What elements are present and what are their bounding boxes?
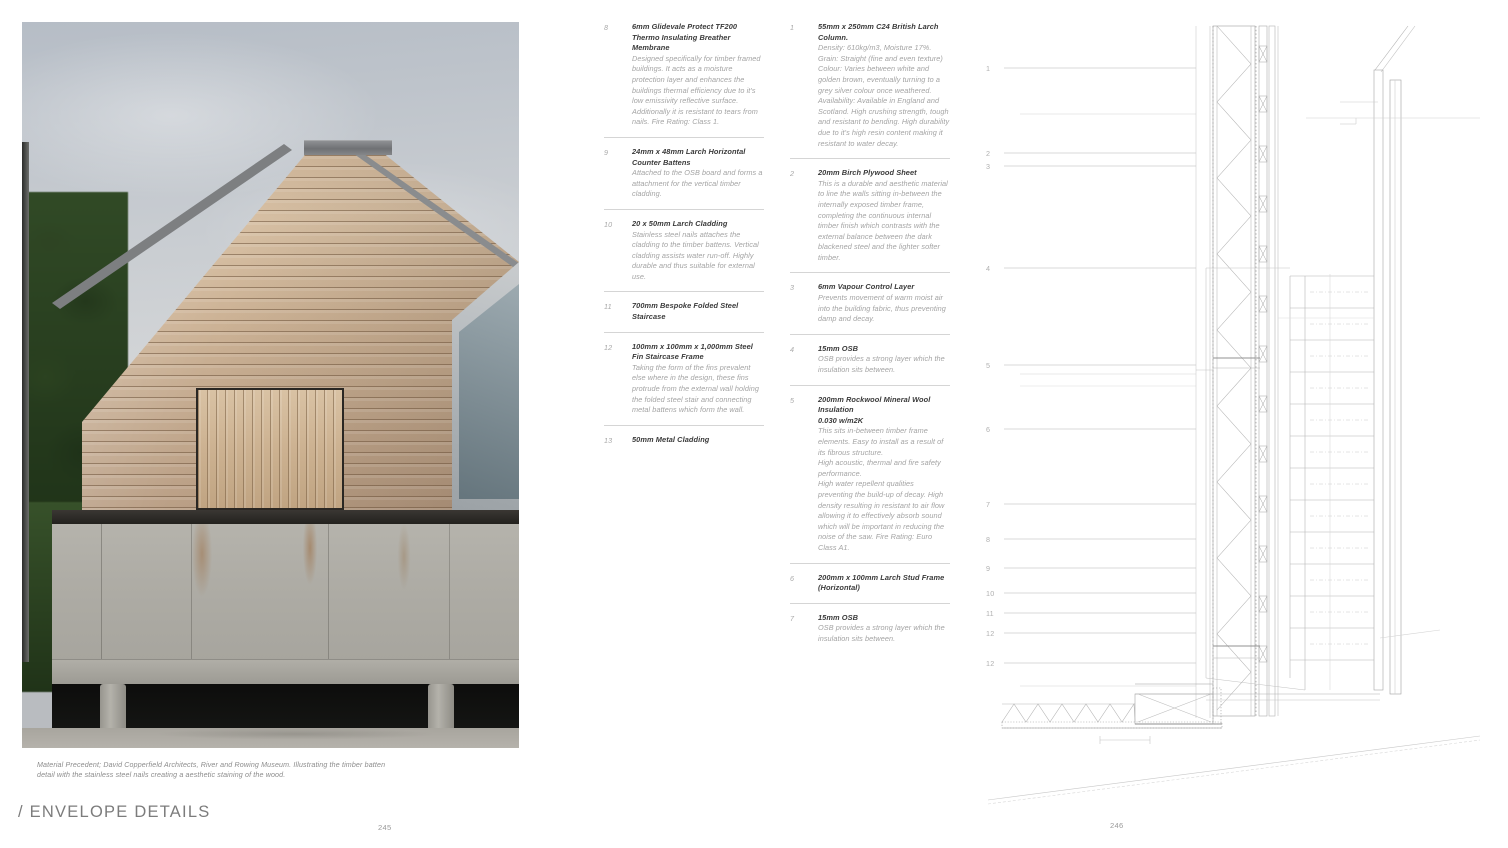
spec-item <box>790 22 950 159</box>
spec-item-title: 100mm x 100mm x 1,000mm Steel Fin Staircase Frame <box>632 341 753 362</box>
spec-item-title: 20mm Birch Plywood Sheet <box>818 168 917 178</box>
spec-item <box>604 342 764 426</box>
spec-item-title: 6mm Vapour Control Layer <box>818 282 915 292</box>
spec-item-number: 7 <box>790 613 795 623</box>
piloti-column <box>100 684 126 728</box>
timber-shutter-panel <box>196 388 344 510</box>
spec-item-body <box>632 22 764 128</box>
spec-item-description <box>818 293 950 325</box>
drawing-leader-number: 11 <box>986 609 994 618</box>
spec-column-a <box>604 22 764 463</box>
zinc-ridge-cap <box>304 140 392 155</box>
spec-item-body <box>818 344 950 376</box>
drawing-leader-number: 3 <box>986 162 991 171</box>
spec-item <box>604 301 764 332</box>
spec-item-number: 4 <box>790 344 795 354</box>
section-title: / ENVELOPE DETAILS <box>18 803 211 821</box>
spec-item-title: 200mm Rockwool Mineral Wool Insulation <box>818 394 931 415</box>
drawing-leader-number: 4 <box>986 264 991 273</box>
folio-right: 246 <box>1110 821 1124 830</box>
drawing-leader-number: 7 <box>986 500 991 509</box>
drawing-leader-number: 1 <box>986 64 991 73</box>
spec-item-title: 55mm x 250mm C24 British Larch Column. <box>818 22 939 42</box>
drawing-leader-number: 9 <box>986 564 991 573</box>
dark-fascia-band <box>52 510 519 524</box>
drawing-leader-number: 10 <box>986 589 995 598</box>
spec-item-body <box>818 168 950 263</box>
folio-left: 245 <box>378 823 392 832</box>
spec-item-number: 11 <box>604 302 612 312</box>
spec-item-title: 200mm x 100mm Larch Stud Frame (Horizontal) <box>818 572 945 593</box>
spec-description-paragraph: Stainless steel nails attaches the cladding to the timber battens. Vertical cladding assists water run-off. Highly durable and thus suitable for external use. <box>632 229 759 281</box>
drawing-leader-number: 12 <box>986 629 995 638</box>
spec-item <box>604 22 764 138</box>
spec-item <box>790 573 950 604</box>
spec-description-paragraph: Prevents movement of warm moist air into the building fabric, thus preventing damp and decay. <box>818 293 946 324</box>
photo-caption: Material Precedent; David Copperfield Architects, River and Rowing Museum. Illustrating the timber batten detail with the stainless steel nails creating a aesthetic staining of the wood. <box>37 761 386 780</box>
spec-item-number: 13 <box>604 435 613 445</box>
spec-item-body <box>632 147 764 200</box>
spec-item-body <box>632 342 764 416</box>
drawing-leader-number: 12 <box>986 659 995 668</box>
spec-item <box>790 168 950 273</box>
spec-item <box>790 395 950 564</box>
spec-description-paragraph: High acoustic, thermal and fire safety performance. <box>818 458 941 478</box>
spec-description-paragraph: Attached to the OSB board and forms a attachment for the vertical timber cladding. <box>632 168 763 199</box>
spec-description-paragraph: This is a durable and aesthetic material to line the walls sitting in-between the internally exposed timber frame, completing the continuous internal timber finish which contrasts with the external balance between the dark blackened steel and the lighter softer timber. <box>818 178 948 262</box>
spec-item <box>604 219 764 293</box>
spec-item-number: 9 <box>604 147 609 157</box>
photograph <box>22 22 519 748</box>
spec-item-title: 20 x 50mm Larch Cladding <box>632 218 728 228</box>
spec-item-description <box>818 623 950 644</box>
spec-item-title: 6mm Glidevale Protect TF200 Thermo Insulating Breather Membrane <box>632 22 738 53</box>
spec-description-paragraph: This sits in-between timber frame elements. Easy to install as a result of its fibrous structure. <box>818 426 944 457</box>
spec-item-title: 50mm Metal Cladding <box>632 434 710 444</box>
drawing-leader-number: 5 <box>986 361 991 370</box>
spec-item-number: 6 <box>790 573 795 583</box>
spec-item-number: 12 <box>604 342 613 352</box>
spec-item-description <box>818 179 950 264</box>
ground-plane <box>22 728 519 748</box>
spec-description-paragraph: OSB provides a strong layer which the insulation sits between. <box>818 354 945 375</box>
concrete-plinth <box>52 659 519 684</box>
drawing-leader-number: 6 <box>986 425 991 434</box>
spec-item-body <box>632 219 764 283</box>
spec-description-paragraph: Taking the form of the fins prevalent else where in the design, these fins protrude from the external wall holding the folded steel stair and connecting metal battens which form the wall. <box>632 362 759 415</box>
spec-item-description <box>818 43 950 149</box>
drawing-leader-number: 2 <box>986 149 991 158</box>
spec-item-description <box>818 426 950 553</box>
spec-item-subtitle: 0.030 w/m2K <box>818 415 864 425</box>
spec-description-paragraph: OSB provides a strong layer which the insulation sits between. <box>818 623 945 643</box>
spec-item-number: 3 <box>790 283 795 293</box>
spec-description-paragraph: Designed specifically for timber framed buildings. It acts as a moisture protection layer and enhances the buildings thermal efficiency due to it's low emissivity reflective surface. Additionally it is resistant to tears from nails. Fire Rating: Class 1. <box>632 53 761 127</box>
spec-item-description <box>632 363 764 416</box>
spec-description-paragraph: Availability: Available in England and Scotland. High crushing strength, tough and resistant to bending. High durability due to it's high resin content making it resistant to water decay. <box>818 96 950 148</box>
piloti-column <box>428 684 454 728</box>
spec-item-description <box>818 354 950 375</box>
spec-item-body <box>818 282 950 324</box>
wall-section-drawing <box>960 18 1490 818</box>
spec-item-number: 1 <box>790 23 795 32</box>
spec-item <box>790 282 950 334</box>
spec-item-title: 24mm x 48mm Larch Horizontal Counter Battens <box>632 146 746 167</box>
spec-item-description <box>632 230 764 283</box>
spec-item-description <box>632 54 764 128</box>
drawing-leader-number: 8 <box>986 535 991 544</box>
spec-item-body <box>818 613 950 645</box>
spec-item-title: 700mm Bespoke Folded Steel Staircase <box>632 301 739 322</box>
spec-item-body <box>818 573 950 594</box>
photo-image <box>22 22 519 748</box>
spec-item <box>604 435 764 455</box>
spec-description-paragraph: High water repellent qualities preventing the build-up of decay. High density resulting in resistant to air flow allowing it to effectively absorb sound which will be important in reducing the noise of the saw. Fire Rating: Euro Class A1. <box>818 479 945 552</box>
spec-item-number: 8 <box>604 23 609 32</box>
spec-item <box>604 147 764 210</box>
edge-post <box>22 142 29 662</box>
spec-item-number: 5 <box>790 395 795 405</box>
spec-item-body <box>818 395 950 554</box>
spec-item-body <box>632 435 764 446</box>
spec-column-b <box>790 22 950 663</box>
spec-item <box>790 344 950 386</box>
spec-item-description <box>632 168 764 200</box>
spec-item <box>790 613 950 654</box>
spec-item-number: 10 <box>604 219 613 229</box>
drawing-svg <box>960 18 1490 818</box>
spec-item-number: 2 <box>790 169 795 179</box>
spec-item-body <box>818 22 950 149</box>
spec-item-title: 15mm OSB <box>818 343 859 353</box>
spec-item-title: 15mm OSB <box>818 612 859 622</box>
spec-description-paragraph: Density: 610kg/m3, Moisture 17%. Grain: Straight (fine and even texture) Colour: Varies between white and golden brown, eventually turning to a grey silver colour once weathered. <box>818 43 943 95</box>
concrete-wall <box>52 524 519 672</box>
spec-item-body <box>632 301 764 322</box>
